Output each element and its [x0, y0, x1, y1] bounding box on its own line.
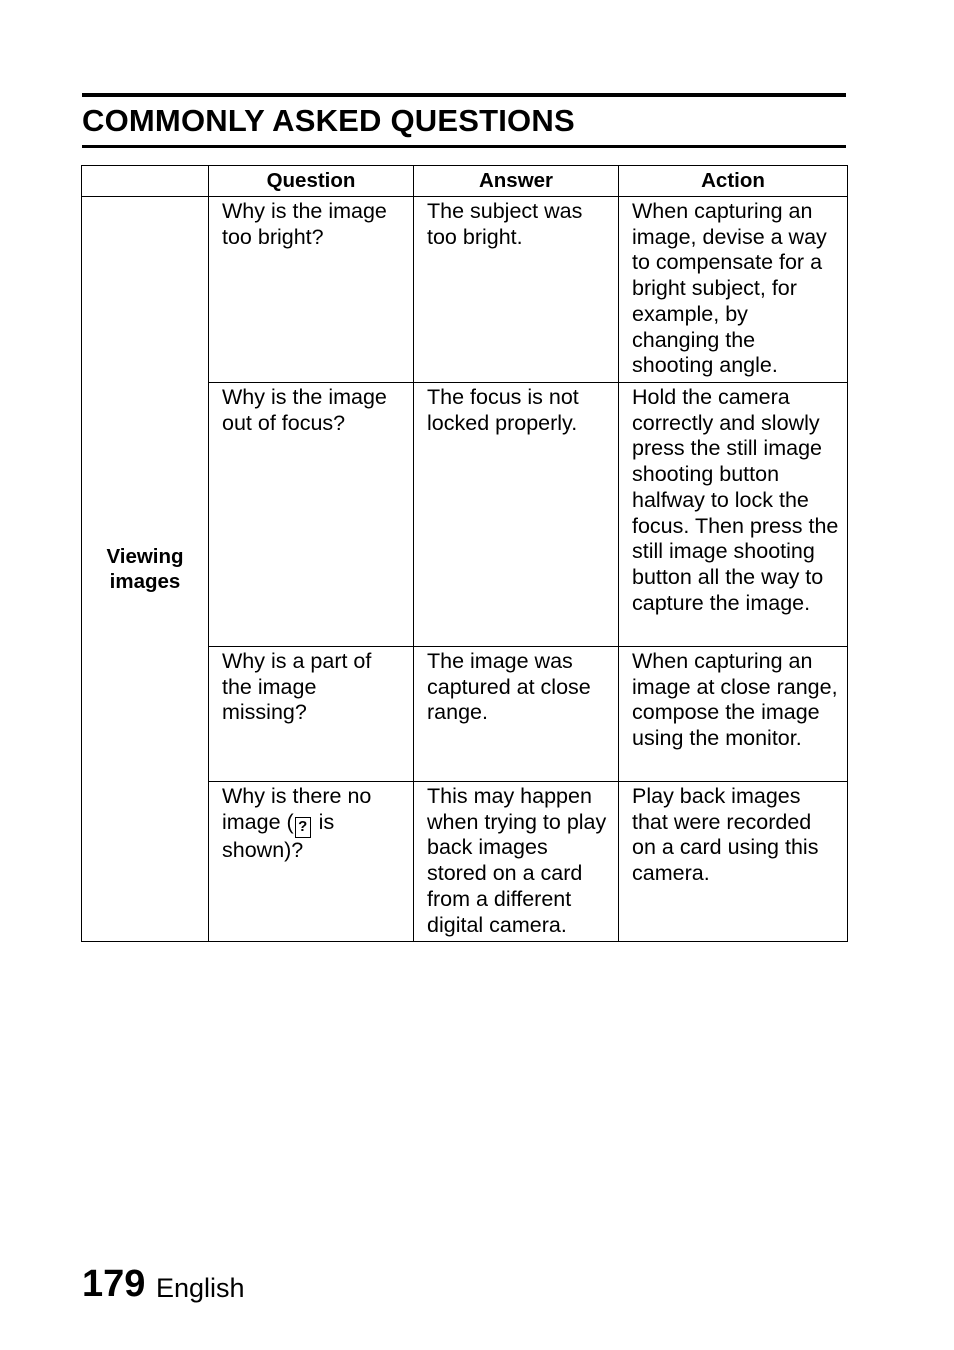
question-cell: Why is a part of the image missing? — [209, 647, 414, 782]
category-cell: Viewing images — [82, 197, 209, 942]
column-header-question: Question — [209, 166, 414, 197]
table-row — [82, 197, 848, 383]
question-cell: Why is the image out of focus? — [209, 383, 414, 647]
page-title: COMMONLY ASKED QUESTIONS — [82, 103, 575, 138]
answer-cell: The image was captured at close range. — [414, 647, 619, 782]
help-icon: ? — [295, 817, 311, 838]
title-rule-top — [82, 93, 846, 97]
column-header-answer: Answer — [414, 166, 619, 197]
title-rule-bottom — [82, 145, 846, 148]
answer-cell: The subject was too bright. — [414, 197, 619, 383]
page-number: 179 — [82, 1263, 146, 1305]
action-cell: When capturing an image at close range, compose the image using the monitor. — [619, 647, 848, 782]
action-cell: Hold the camera correctly and slowly press the still image shooting button halfway to lock the focus. Then press the still image shooting button all the way to capture the image. — [619, 383, 848, 647]
column-header-action: Action — [619, 166, 848, 197]
question-text-after-icon: is shown)? — [222, 809, 335, 862]
action-cell: When capturing an image, devise a way to compensate for a bright subject, for example, by changing the shooting angle. — [619, 197, 848, 383]
question-cell: Why is the image too bright? — [209, 197, 414, 383]
question-text-before-icon: Why is there no image ( — [222, 784, 372, 834]
action-cell: Play back images that were recorded on a card using this camera. — [619, 782, 848, 942]
faq-table — [81, 165, 848, 942]
answer-cell: This may happen when trying to play back images stored on a card from a different digital camera. — [414, 782, 619, 942]
column-header-category — [82, 166, 209, 197]
answer-cell: The focus is not locked properly. — [414, 383, 619, 647]
page-language: English — [156, 1273, 245, 1303]
table-header-row — [82, 166, 848, 197]
question-cell — [209, 782, 414, 942]
